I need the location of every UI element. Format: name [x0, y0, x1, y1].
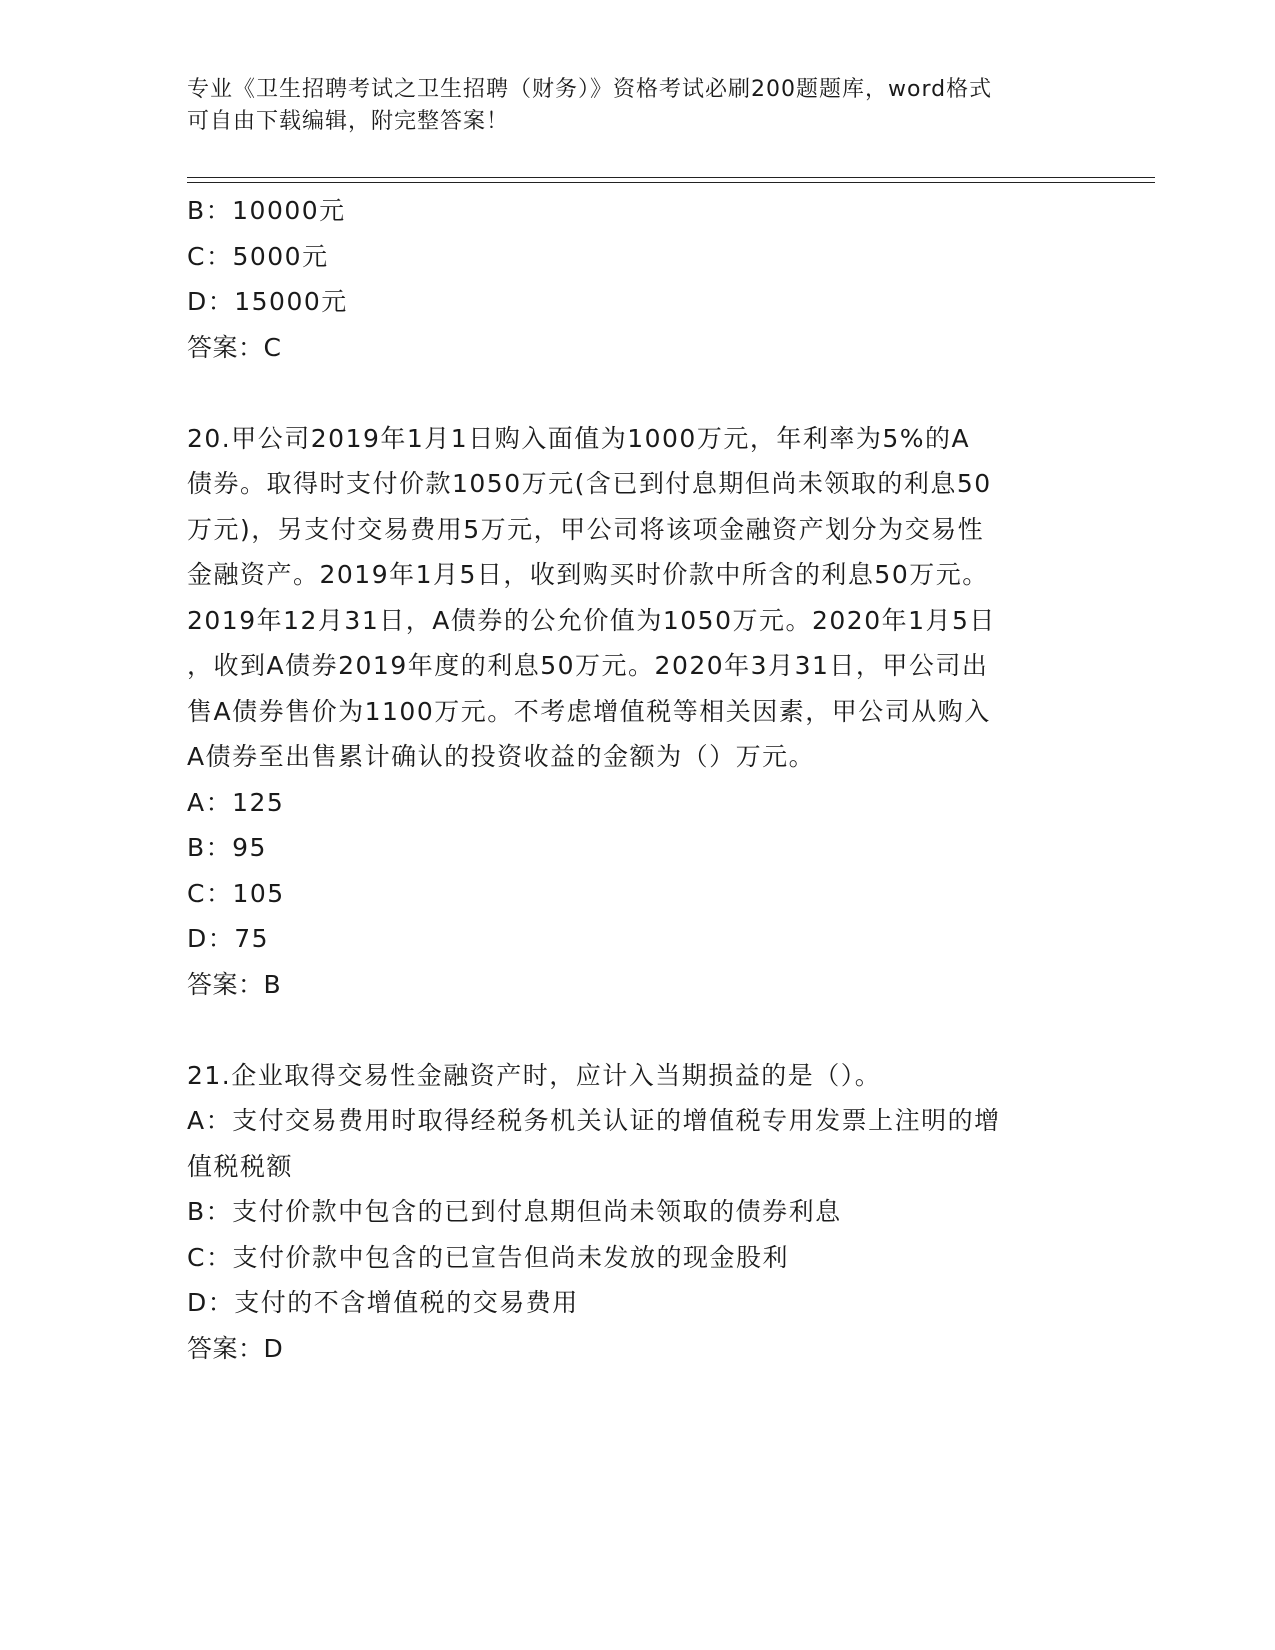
question-text-line: 20.甲公司2019年1月1日购入面值为1000万元，年利率为5%的A — [187, 423, 971, 453]
header-line-2: 可自由下载编辑，附完整答案！ — [187, 109, 510, 134]
document-body — [187, 188, 1087, 1371]
option-line: 值税税额 — [187, 1151, 294, 1181]
header-divider-top — [187, 177, 1155, 178]
option-line: D：75 — [187, 924, 270, 953]
option-line: B：95 — [187, 833, 267, 862]
header-line-1: 专业《卫生招聘考试之卫生招聘（财务）》资格考试必刷200题题库，word格式 — [187, 77, 993, 102]
prev-question — [187, 188, 1087, 370]
option-line: D：支付的不含增值税的交易费用 — [187, 1288, 579, 1317]
question-text-line: 金融资产。2019年1月5日，收到购买时价款中所含的利息50万元。 — [187, 560, 989, 589]
spacer — [187, 370, 1087, 416]
header-divider-bottom — [187, 182, 1155, 183]
option-line: C：5000元 — [187, 241, 329, 271]
question-text-line: 售A债券售价为1100万元。不考虑增值税等相关因素，甲公司从购入 — [187, 696, 991, 726]
option-line: D：15000元 — [187, 287, 348, 316]
question-text-line: ，收到A债券2019年度的利息50万元。2020年3月31日，甲公司出 — [187, 651, 989, 680]
option-line: A：125 — [187, 787, 285, 817]
answer-line: 答案：D — [187, 1333, 284, 1363]
question-text-line: 债券。取得时支付价款1050万元(含已到付息期但尚未领取的利息50 — [187, 469, 992, 498]
option-line: A：支付交易费用时取得经税务机关认证的增值税专用发票上注明的增 — [187, 1106, 1001, 1135]
question-text-line: A债券至出售累计确认的投资收益的金额为（）万元。 — [187, 742, 816, 771]
option-line: B：支付价款中包含的已到付息期但尚未领取的债券利息 — [187, 1197, 842, 1226]
question-text-line: 21.企业取得交易性金融资产时，应计入当期损益的是（）。 — [187, 1060, 882, 1090]
question-text-line: 2019年12月31日，A债券的公允价值为1050万元。2020年1月5日 — [187, 605, 996, 635]
question-text-line: 万元)，另支付交易费用5万元，甲公司将该项金融资产划分为交易性 — [187, 514, 985, 544]
document-header — [187, 74, 1087, 138]
answer-line: 答案：B — [187, 969, 282, 999]
question-20 — [187, 416, 1087, 1008]
option-line: C：105 — [187, 878, 285, 908]
question-21 — [187, 1053, 1087, 1372]
spacer — [187, 1007, 1087, 1053]
option-line: B：10000元 — [187, 196, 346, 225]
answer-line: 答案：C — [187, 332, 282, 362]
option-line: C：支付价款中包含的已宣告但尚未发放的现金股利 — [187, 1242, 789, 1272]
